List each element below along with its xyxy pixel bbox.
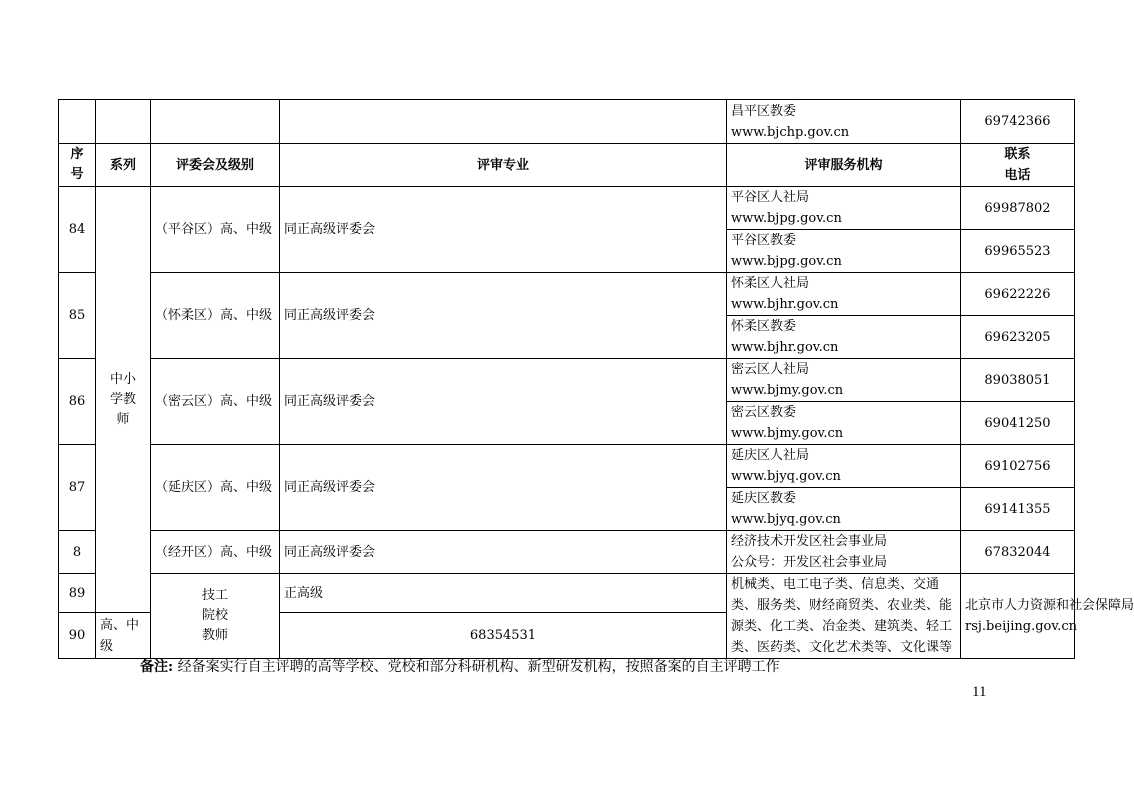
seq-cell: 86 <box>59 359 96 445</box>
phone-cell: 69102756 <box>961 445 1075 488</box>
committee-cell: （平谷区）高、中级 <box>151 187 280 273</box>
phone-cell: 69965523 <box>961 230 1075 273</box>
review-committee-table <box>58 99 1134 659</box>
phone-cell: 89038051 <box>961 359 1075 402</box>
phone-cell: 69141355 <box>961 488 1075 531</box>
phone-cell: 69987802 <box>961 187 1075 230</box>
org-site: www.bjmy.gov.cn <box>731 426 844 441</box>
org-name: 昌平区教委 <box>731 103 797 119</box>
specialty-cell: 同正高级评委会 <box>280 445 727 531</box>
page-number: 11 <box>972 684 987 700</box>
cell-empty <box>96 100 151 144</box>
header-committee: 评委会及级别 <box>151 144 280 187</box>
table-row <box>59 574 1075 613</box>
seq-cell: 84 <box>59 187 96 273</box>
phone-cell: 69742366 <box>961 100 1075 144</box>
org-name: 经济技术开发区社会事业局 <box>731 534 888 549</box>
org-site: www.bjchp.gov.cn <box>731 124 850 140</box>
seq-cell: 90 <box>59 613 96 659</box>
phone-cell: 69622226 <box>961 273 1075 316</box>
header-service: 评审服务机构 <box>727 144 961 187</box>
footnote-label: 备注: <box>140 659 174 675</box>
service-org-cell <box>727 316 961 359</box>
header-phone: 联系电话 <box>961 144 1075 187</box>
specialty-cell: 同正高级评委会 <box>280 273 727 359</box>
service-org-cell <box>961 574 1134 659</box>
service-org-cell <box>727 402 961 445</box>
service-org-cell <box>727 488 961 531</box>
service-org-cell <box>727 187 961 230</box>
org-name: 怀柔区人社局 <box>731 276 810 291</box>
header-seq: 序号 <box>59 144 96 187</box>
table-header-row <box>59 144 1075 187</box>
org-site: www.bjpg.gov.cn <box>731 211 842 226</box>
org-name: 延庆区人社局 <box>731 448 810 463</box>
service-org-cell <box>727 230 961 273</box>
table-row <box>59 531 1075 574</box>
org-site: rsj.beijing.gov.cn <box>965 619 1077 634</box>
cell-empty <box>280 100 727 144</box>
service-org-cell <box>727 445 961 488</box>
org-site: www.bjyq.gov.cn <box>731 512 841 527</box>
cell-empty <box>151 100 280 144</box>
service-org-cell <box>727 100 961 144</box>
org-name: 怀柔区教委 <box>731 319 797 334</box>
seq-cell: 8 <box>59 531 96 574</box>
table-row-continued <box>59 100 1075 144</box>
org-site: www.bjpg.gov.cn <box>731 254 842 269</box>
phone-cell: 68354531 <box>280 613 727 659</box>
specialty-cell: 同正高级评委会 <box>280 359 727 445</box>
org-name: 密云区人社局 <box>731 362 810 377</box>
phone-cell: 67832044 <box>961 531 1075 574</box>
table-row <box>59 273 1075 316</box>
org-name: 北京市人力资源和社会保障局 <box>965 598 1134 613</box>
table-row <box>59 359 1075 402</box>
seq-cell: 85 <box>59 273 96 359</box>
header-specialty: 评审专业 <box>280 144 727 187</box>
phone-cell: 69623205 <box>961 316 1075 359</box>
org-name: 密云区教委 <box>731 405 797 420</box>
committee-cell: （经开区）高、中级 <box>151 531 280 574</box>
seq-cell: 89 <box>59 574 96 613</box>
org-name: 平谷区人社局 <box>731 190 810 205</box>
seq-cell: 87 <box>59 445 96 531</box>
org-site: www.bjmy.gov.cn <box>731 383 844 398</box>
specialty-cell: 机械类、电工电子类、信息类、交通类、服务类、财经商贸类、农业类、能源类、化工类、冶金类、建筑类、轻工类、医药类、文化艺术类等、文化课等 <box>727 574 961 659</box>
committee-cell: （密云区）高、中级 <box>151 359 280 445</box>
table-row <box>59 187 1075 230</box>
service-org-cell <box>727 359 961 402</box>
footnote <box>140 656 780 676</box>
header-series: 系列 <box>96 144 151 187</box>
service-org-cell <box>727 273 961 316</box>
cell-empty <box>59 100 96 144</box>
org-name: 平谷区教委 <box>731 233 797 248</box>
specialty-cell: 同正高级评委会 <box>280 187 727 273</box>
committee-cell: （延庆区）高、中级 <box>151 445 280 531</box>
phone-cell: 69041250 <box>961 402 1075 445</box>
footnote-text: 经备案实行自主评聘的高等学校、党校和部分科研机构、新型研发机构，按照备案的自主评聘工作 <box>173 659 780 675</box>
org-site: www.bjyq.gov.cn <box>731 469 841 484</box>
org-site: 公众号：开发区社会事业局 <box>731 555 888 570</box>
org-site: www.bjhr.gov.cn <box>731 297 839 312</box>
org-site: www.bjhr.gov.cn <box>731 340 839 355</box>
committee-cell: 高、中级 <box>96 613 151 659</box>
committee-cell: 正高级 <box>280 574 727 613</box>
committee-cell: （怀柔区）高、中级 <box>151 273 280 359</box>
series-cell-teachers: 中小学教师 <box>96 187 151 613</box>
org-name: 延庆区教委 <box>731 491 797 506</box>
specialty-cell: 同正高级评委会 <box>280 531 727 574</box>
service-org-cell <box>727 531 961 574</box>
table-row <box>59 445 1075 488</box>
series-cell-tech: 技工院校教师 <box>151 574 280 659</box>
